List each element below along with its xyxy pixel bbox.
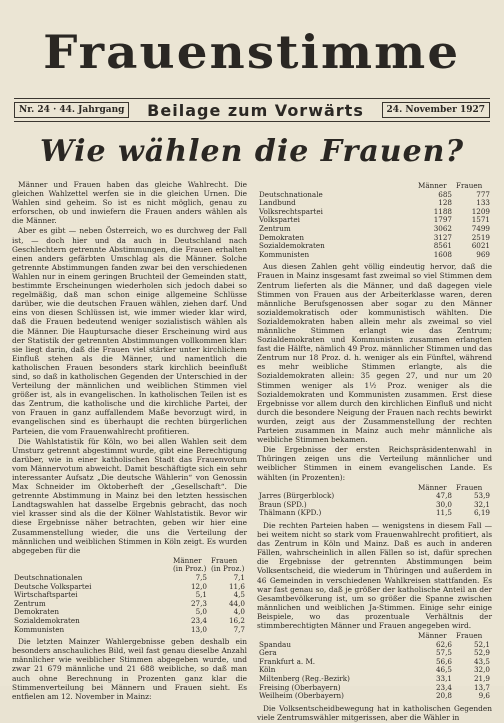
issue-bar [14,98,490,122]
place-cell: Miltenberg (Reg.-Bezirk) [259,674,350,684]
women-cell: 16,2 [228,616,245,625]
women-cell: 32,0 [473,665,490,675]
paragraph: Die letzten Mainzer Wahlergebnisse geben deshalb ein besonders anschauliches Bild, weil fast genau dieselbe Anzahl männlicher wie weiblicher Stimmen abgegeben wurde, und zwar 21 679 männliche und 21 688 weibliche, so daß man auch ohne Berechnung in Prozenten ganz klar die Stimmenverteilung bei Männern und Frauen sieht. Es entfielen am 12. November in Mainz: [12,637,247,701]
women-cell: 1571 [471,215,490,225]
women-cell: 52,1 [473,639,490,649]
women-cell: 43,5 [473,656,490,666]
women-cell: 13,7 [473,682,490,692]
table-header: Männer [418,631,447,641]
table-row [257,692,492,701]
table-row [12,626,247,635]
paragraph: Männer und Frauen haben das gleiche Wahlrecht. Die gleichen Wahlzettel werfen sie in die gleichen Urnen. Die Wahlen sind geheim. So ist es nicht möglich, genau zu erforschen, ob und inwiefern die Frauen anders wählen als die Männer. [12,180,247,226]
masthead-title: Frauenstimme [43,25,461,79]
table-header: Männer (in Proz.) [173,555,207,574]
supplement-label: Beilage zum Vorwärts [147,100,364,120]
women-cell: 7,7 [233,624,245,634]
men-cell: 30,0 [435,499,452,509]
women-cell: 21,9 [473,674,490,684]
men-cell: 685 [438,189,452,199]
thuringia-table [257,484,492,518]
women-cell: 969 [476,249,490,259]
men-cell: 7,5 [195,573,207,583]
place-cell: Köln [259,665,276,675]
table-row [257,251,492,260]
mainz-table [257,182,492,259]
headline-text: Wie wählen die Frauen? [39,133,465,169]
party-cell: Landbund [259,198,296,208]
men-cell: 20,8 [435,691,452,701]
men-cell: 23,4 [435,682,452,692]
women-cell: 52,9 [473,648,490,658]
party-cell: Deutschnationalen [14,573,83,583]
party-cell: Volksrechtspartei [259,206,323,216]
party-cell: Sozialdemokraten [14,616,80,625]
men-cell: 23,4 [190,616,207,625]
paragraph: Die Ergebnisse der ersten Reichspräsidentenwahl in Thüringen zeigen uns die Verteilung männlicher und weiblicher Stimmen in einem evangelischen Lande. Es wählten (in Prozenten): [257,445,492,482]
paragraph: Die Volksentscheidbewegung hat in katholischen Gegenden viele Zentrumswähler mitgerissen, aber die Wähler in [257,703,492,722]
paragraph: Aber es gibt — neben Österreich, wo es durchweg der Fall ist, — doch hier und da auch in Deutschland nach Geschlechtern getrennte Abstimmungen, die Frauen erhalten einen anders gefärbten Umschlag als die Männer. Solche getrennte Abstimmungen fanden zwar bei den verschiedenen Wahlen nur in einem geringen Bruchteil der Gemeinden statt, bestimmte Erscheinungen wiederholen sich jedoch dabei so regelmäßig, daß man schon einige allgemeine Schlüsse darüber, wie die deutschen Frauen wählen, ziehen darf. Und eins von diesen Schlüssen ist, wie immer wieder klar wird, daß die Frauen bedeutend weniger sozialistisch wählen als die Männer. Die Hauptursache dieser Erscheinung wird aus der Statistik der getrennten Abstimmungen vollkommen klar: sie liegt darin, daß die Frauen viel stärker unter kirchlichem Einfluß stehen als die Männer, und namentlich die katholischen Frauen besonders stark kirchlich beeinflußt sind, so daß in katholischen Gegenden der Unterschied in der Verteilung der männlichen und weiblichen Stimmen viel größer ist, als in evangelischen. In katholischen Teilen ist es das Zentrum, die katholische und die kirchliche Partei, der von Frauen in ganz auffallendem Maße bevorzugt wird, in evangelischen sind es überhaupt die rechten bürgerlichen Parteien, die vom Frauenwahlrecht profitieren. [12,226,247,436]
men-cell: 3062 [433,223,452,233]
party-cell: Kommunisten [259,249,310,259]
party-cell: Wirtschaftspartei [14,590,78,600]
paragraph: Die rechten Parteien haben — wenigstens in diesem Fall — bei weitem nicht so stark vom Frauenwahlrecht profitiert, als das Zentrum in Köln und Mainz. Daß es auch in anderen Fällen, wahrscheinlich in allen Fällen so ist, dafür sprechen die Ergebnisse der getrennten Abstimmungen beim Volksentscheid, die wiederum in Thüringen und außerdem in 46 Gemeinden in verschiedenen Wahlkreisen stattfanden. Es war fast genau so, daß je größer der katholische Anteil an der Gesamtbevölkerung ist, um so größer die Spanne zwischen männlichen und weiblichen Ja-Stimmen. Einige sehr einige Beispiele, wo das prozentuale Verhältnis der stimmberechtigten Männer und Frauen angegeben wird. [257,520,492,630]
article-columns [12,180,492,723]
paragraph: Aus diesen Zahlen geht völlig eindeutig hervor, daß die Frauen in Mainz insgesamt fast zweimal so viel Stimmen dem Zentrum lieferten als die Männer, und daß dagegen viele Stimmen von Frauen aus der Arbeiterklasse waren, deren männliche Berufsgenossen aber sogar zu den Männer sozialdemokratisch oder kommunistisch wählten. Die Sozialdemokraten haben allein mehr als zweimal so viel männliche Stimmen erlangt wie das Zentrum; Sozialdemokraten und Kommunisten zusammen erlangten fast die Hälfte, nämlich 49 Proz. männlicher Stimmen und das Zentrum nur 18 Proz. d. h. weniger als ein Fünftel, während es mehr weibliche Stimmen erlangte, als die Sozialdemokraten allein: 35 gegen 27, und nur um 20 Stimmen weniger als 1½ Proz. weniger als die Sozialdemokraten und Kommunisten zusammen. Erst diese Ergebnisse vor allem durch den kirchlichen Einfluß und nicht durch die besondere Neigung der Frauen nach rechts bewirkt wurden, zeigt aus der Zusammenstellung der rechten Parteien zusammen in Mainz auch mehr männliche als weibliche Stimmen bekamen. [257,262,492,445]
left-column [12,180,247,723]
candidate-cell: Jarres (Bürgerblock) [259,491,335,501]
table-header [12,557,171,574]
table-header-row [12,557,247,574]
women-cell: 32,1 [473,499,490,509]
right-column [257,180,492,723]
women-cell: 7,1 [233,573,245,583]
party-cell: Demokraten [14,607,60,617]
table-row [12,591,247,600]
paragraph: Die Wahlstatistik für Köln, wo bei allen Wahlen seit dem Umsturz getrennt abgestimmt wurde, gibt eine Berechtigung darüber, wie in einer katholischen Stadt das Frauenvotum vom Männervotum abweicht. Damit beschäftigte sich ein sehr interessanter Aufsatz „Die deutsche Wählerin“ von Genossin Max Schneider im Oktoberheft der „Gesellschaft“. Die getrennte Abstimmung in Mainz bei den letzten hessischen Landtagswahlen hat dasselbe Ergebnis gebracht, das noch viel krasser sind als die der Kölner Wahlstatistik. Bevor wir diese Ergebnisse näher betrachten, geben wir hier eine Zusammenstellung wieder, die uns die Verteilung der männlichen und weiblichen Stimmen in Köln zeigt. Es wurden abgegeben für die [12,436,247,555]
place-cell: Freising (Oberbayern) [259,682,341,692]
men-cell: 1188 [433,206,452,216]
men-cell: 47,8 [435,491,452,501]
issue-number: Nr. 24 · 44. Jahrgang [14,102,129,118]
candidate-cell: Braun (SPD.) [259,499,307,509]
men-cell: 33,1 [435,674,452,684]
men-cell: 128 [438,198,452,208]
table-header: Frauen [456,482,483,492]
women-cell: 11,6 [228,581,245,591]
candidate-cell: Thälmann (KPD.) [259,508,322,518]
women-cell: 133 [476,198,490,208]
men-cell: 46,5 [435,665,452,675]
party-cell: Volkspartei [259,215,300,225]
table-header: Männer [418,181,447,190]
men-cell: 1797 [433,215,452,225]
women-cell: 6,19 [473,508,490,518]
men-cell: 11,5 [435,508,452,518]
place-cell: Frankfurt a. M. [259,656,316,666]
men-cell: 62,6 [435,639,452,649]
men-cell: 56,6 [435,656,452,666]
women-cell: 53,9 [473,491,490,501]
party-cell: Deutsche Volkspartei [14,581,92,591]
women-cell: 777 [476,189,490,199]
men-cell: 8561 [433,241,452,251]
men-cell: 13,0 [190,624,207,634]
men-cell: 12,0 [190,581,207,591]
women-cell: 4,0 [233,607,245,617]
table-header: Frauen [456,181,483,190]
women-cell: 44,0 [228,598,245,608]
table-row [257,509,492,518]
article-headline [10,122,494,180]
place-cell: Gera [259,648,277,658]
table-header: Frauen [456,631,483,641]
party-cell: Sozialdemokraten [259,241,325,251]
party-cell: Kommunisten [14,624,65,634]
women-cell: 7499 [471,223,490,233]
table-header-row [257,632,492,641]
cologne-table [12,557,247,634]
table-row [257,641,492,650]
table-row [257,658,492,667]
women-cell: 2519 [471,232,490,242]
party-cell: Zentrum [14,598,46,608]
men-cell: 3127 [433,232,452,242]
men-cell: 57,5 [435,648,452,658]
men-cell: 1608 [433,249,452,259]
table-header: Frauen (in Proz.) [211,555,245,574]
party-cell: Zentrum [259,223,291,233]
party-cell: Deutschnationale [259,189,323,199]
men-cell: 5,1 [195,590,207,600]
table-row [257,216,492,225]
issue-date: 24. November 1927 [382,102,490,118]
men-cell: 5,0 [195,607,207,617]
men-cell: 27,3 [190,598,207,608]
women-cell: 6021 [471,241,490,251]
women-cell: 1209 [471,206,490,216]
place-cell: Weilheim (Oberbayern) [259,691,344,701]
masthead [10,6,494,98]
party-cell: Demokraten [259,232,305,242]
women-cell: 9,6 [478,691,490,701]
women-cell: 4,5 [233,590,245,600]
place-cell: Spandau [259,639,291,649]
referendum-table [257,632,492,701]
table-header: Männer [418,482,447,492]
